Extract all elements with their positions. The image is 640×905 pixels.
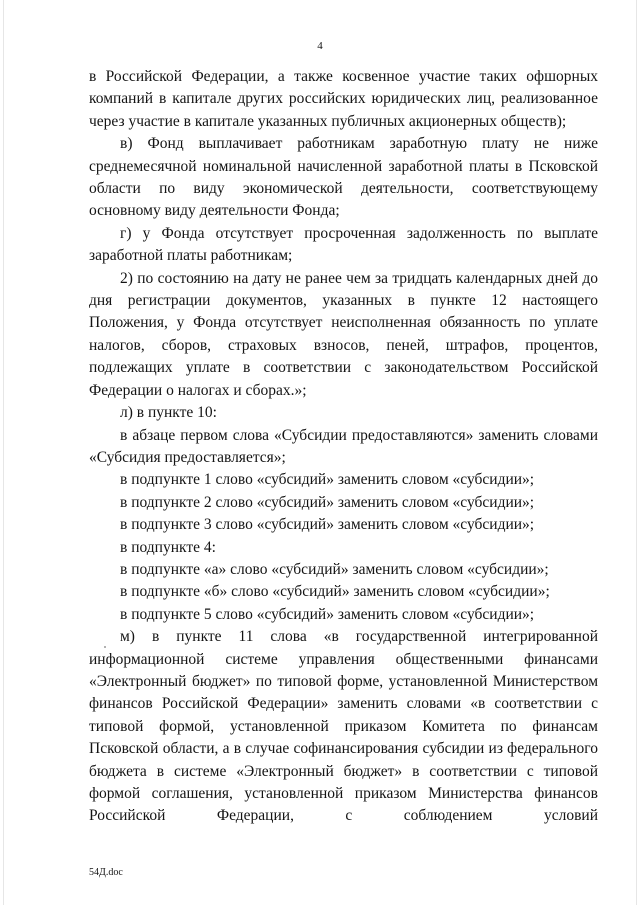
paragraph-item-l: л) в пункте 10:: [120, 404, 217, 422]
paragraph-item-2: 2) по состоянию на дату не ранее чем за тридцать календарных дней до дня регистрации документов, указанных в пункте 12 настоящего Положения, у Фонда отсутствует неисполненная обязанность по уплате налогов, сборов, страховых взносов, пеней, штрафов, процентов, подлежащих уплате в соответствии с законодательством Российской Федерации о налогах и сборах.»;: [89, 269, 598, 399]
paragraph-item-v: в) Фонд выплачивает работникам заработную плату не ниже среднемесячной номинальной начисленной заработной платы в Псковской области по виду экономической деятельности, соответствующему основному виду деятельности Фонда;: [89, 135, 598, 220]
scan-edge-left: [3, 0, 4, 905]
paragraph-subpoint-4a: в подпункте «а» слово «субсидий» заменить словом «субсидии»;: [120, 560, 549, 578]
footer-file-name: 54Д.doc: [89, 867, 123, 878]
paragraph-subpoint-5: в подпункте 5 слово «субсидий» заменить словом «субсидии»;: [120, 605, 535, 623]
paragraph-item-m: м) в пункте 11 слова «в государственной интегрированной информационной системе управления общественными финансами «Электронный бюджет» по типовой форме, установленной Министерством финансов Российской Федерации» заменить словами «в соответствии с типовой формой, установленной приказом Комитета по финансам Псковской области, а в случае софинансирования субсидии из федерального бюджета в системе «Электронный бюджет» в соответствии с типовой формой соглашения, установленной приказом Министерства финансов Российской Федерации, с соблюдением условий: [89, 628, 598, 825]
document-body: [89, 66, 598, 828]
paragraph-subpoint-4b: в подпункте «б» слово «субсидий» заменить словом «субсидии»;: [120, 583, 550, 601]
paragraph-item-g: г) у Фонда отсутствует просроченная задолженность по выплате заработной платы работникам;: [89, 224, 598, 265]
paragraph-subpoint-2: в подпункте 2 слово «субсидий» заменить словом «субсидии»;: [120, 493, 535, 511]
paragraph-continuation: в Российской Федерации, а также косвенное участие таких офшорных компаний в капитале других российских юридических лиц, реализованное через участие в капитале указанных публичных акционерных обществ);: [89, 68, 598, 130]
paragraph-subpoint-4: в подпункте 4:: [120, 538, 216, 556]
scan-edge-right: [636, 0, 637, 905]
page-number: 4: [317, 40, 323, 52]
paragraph-subpoint-3: в подпункте 3 слово «субсидий» заменить словом «субсидии»;: [120, 516, 535, 534]
paragraph-first-abzac: в абзаце первом слова «Субсидии предоставляются» заменить словами «Субсидия предоставляется»;: [89, 426, 598, 466]
paragraph-subpoint-1: в подпункте 1 слово «субсидий» заменить словом «субсидии»;: [120, 471, 535, 489]
